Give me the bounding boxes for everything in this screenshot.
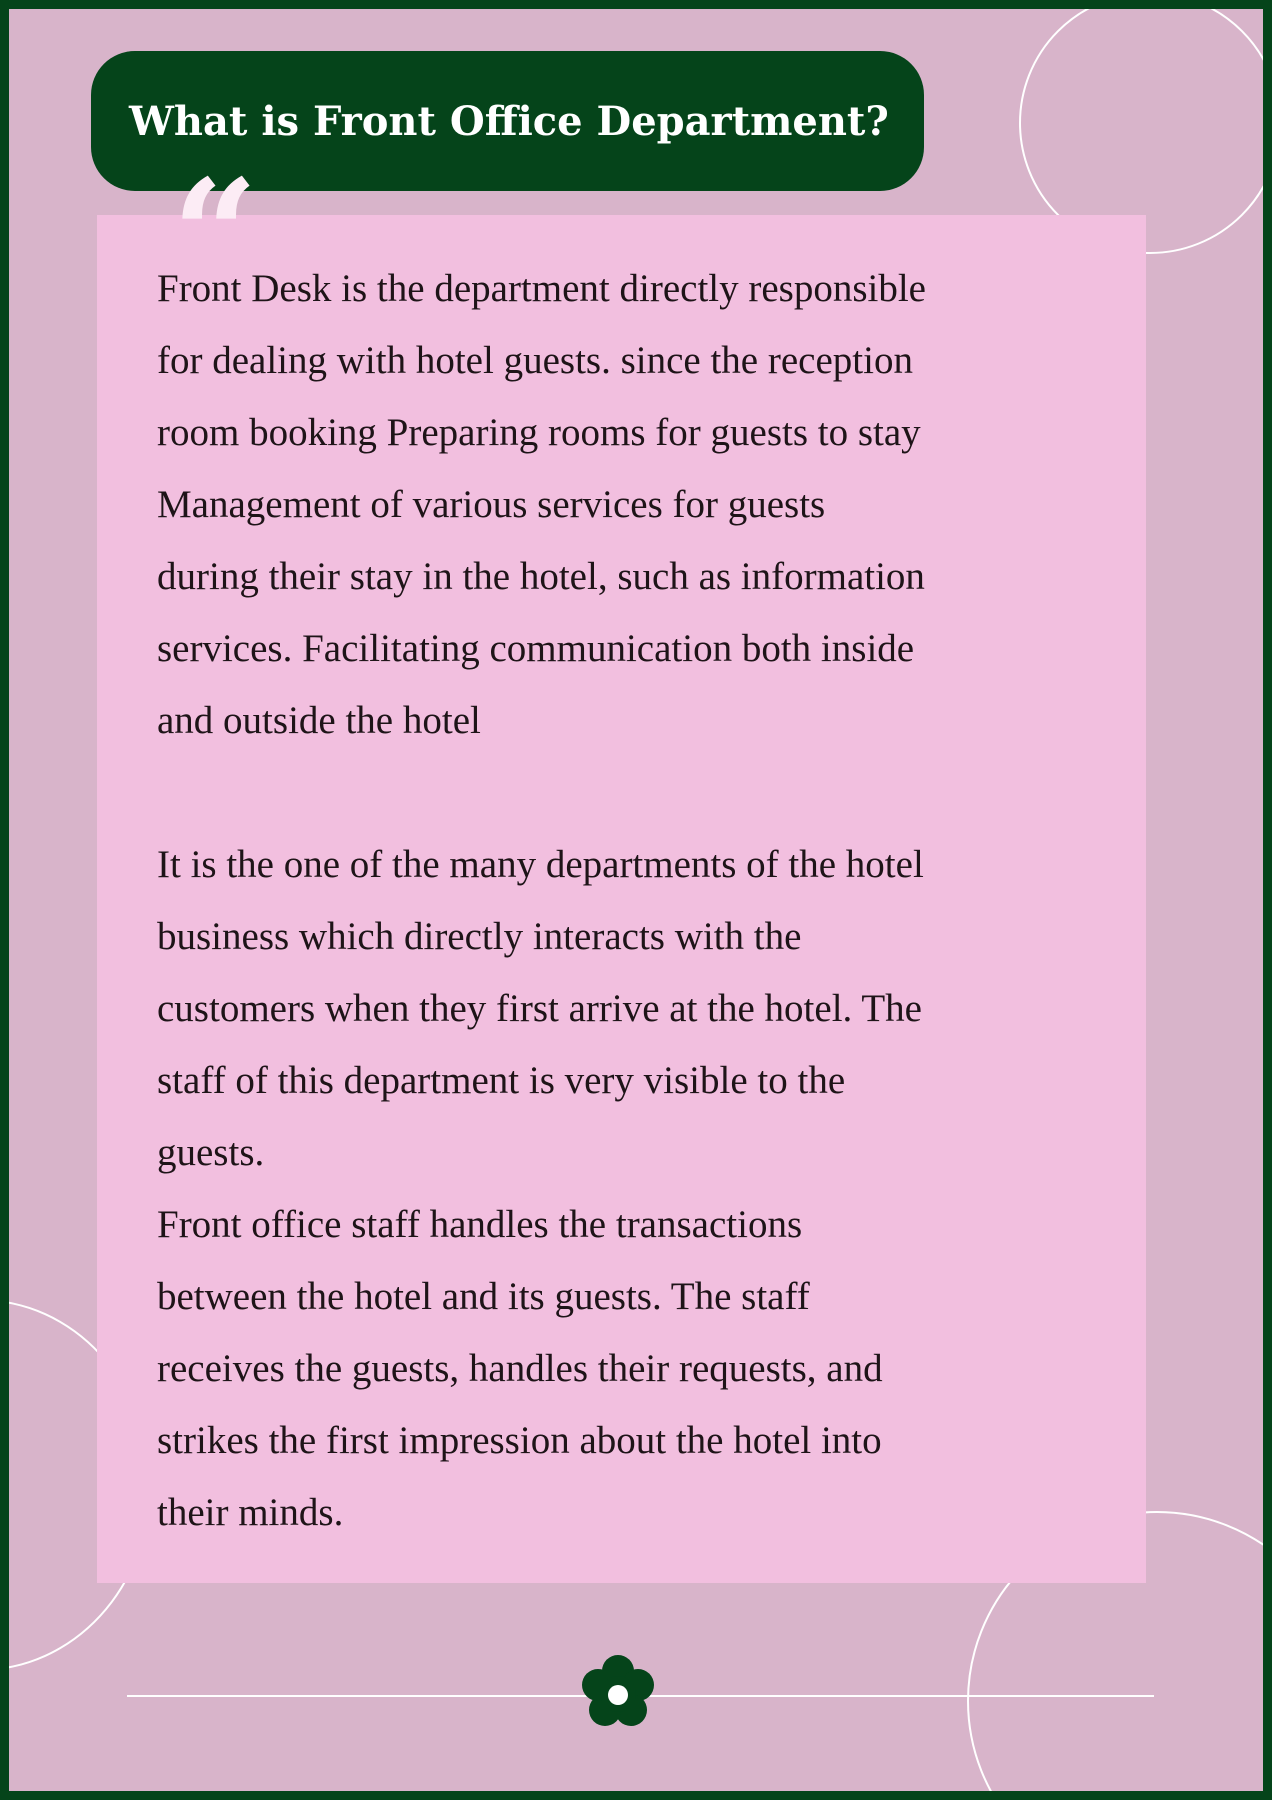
paragraph-spacer	[157, 757, 1117, 829]
paragraph-line: staff of this department is very visible to the	[157, 1059, 846, 1102]
paragraph-line: between the hotel and its guests. The staff	[157, 1275, 810, 1318]
page-title: What is Front Office Department?	[129, 97, 889, 145]
paragraph-line: receives the guests, handles their requests, and	[157, 1347, 883, 1390]
paragraph-line: for dealing with hotel guests. since the reception	[157, 339, 913, 382]
paragraph-line: It is the one of the many departments of the hotel	[157, 843, 924, 886]
paragraph-1	[157, 253, 1117, 757]
paragraph-line: during their stay in the hotel, such as information	[157, 555, 925, 598]
paragraph-line: and outside the hotel	[157, 699, 481, 742]
paragraph-line: Front Desk is the department directly responsible	[157, 267, 926, 310]
flower-icon	[574, 1650, 662, 1742]
paragraph-line: their minds.	[157, 1491, 344, 1534]
paragraph-line: strikes the first impression about the hotel into	[157, 1419, 882, 1462]
body-text	[157, 253, 1117, 1549]
paragraph-3	[157, 1189, 1117, 1549]
paragraph-2	[157, 829, 1117, 1189]
paragraph-line: Management of various services for guests	[157, 483, 826, 526]
paragraph-line: guests.	[157, 1131, 265, 1174]
paragraph-line: business which directly interacts with the	[157, 915, 802, 958]
paragraph-line: room booking Preparing rooms for guests to stay	[157, 411, 921, 454]
quote-icon: “	[172, 147, 259, 323]
paragraph-line: services. Facilitating communication both inside	[157, 627, 915, 670]
paragraph-line: customers when they first arrive at the hotel. The	[157, 987, 922, 1030]
paragraph-line: Front office staff handles the transactions	[157, 1203, 803, 1246]
